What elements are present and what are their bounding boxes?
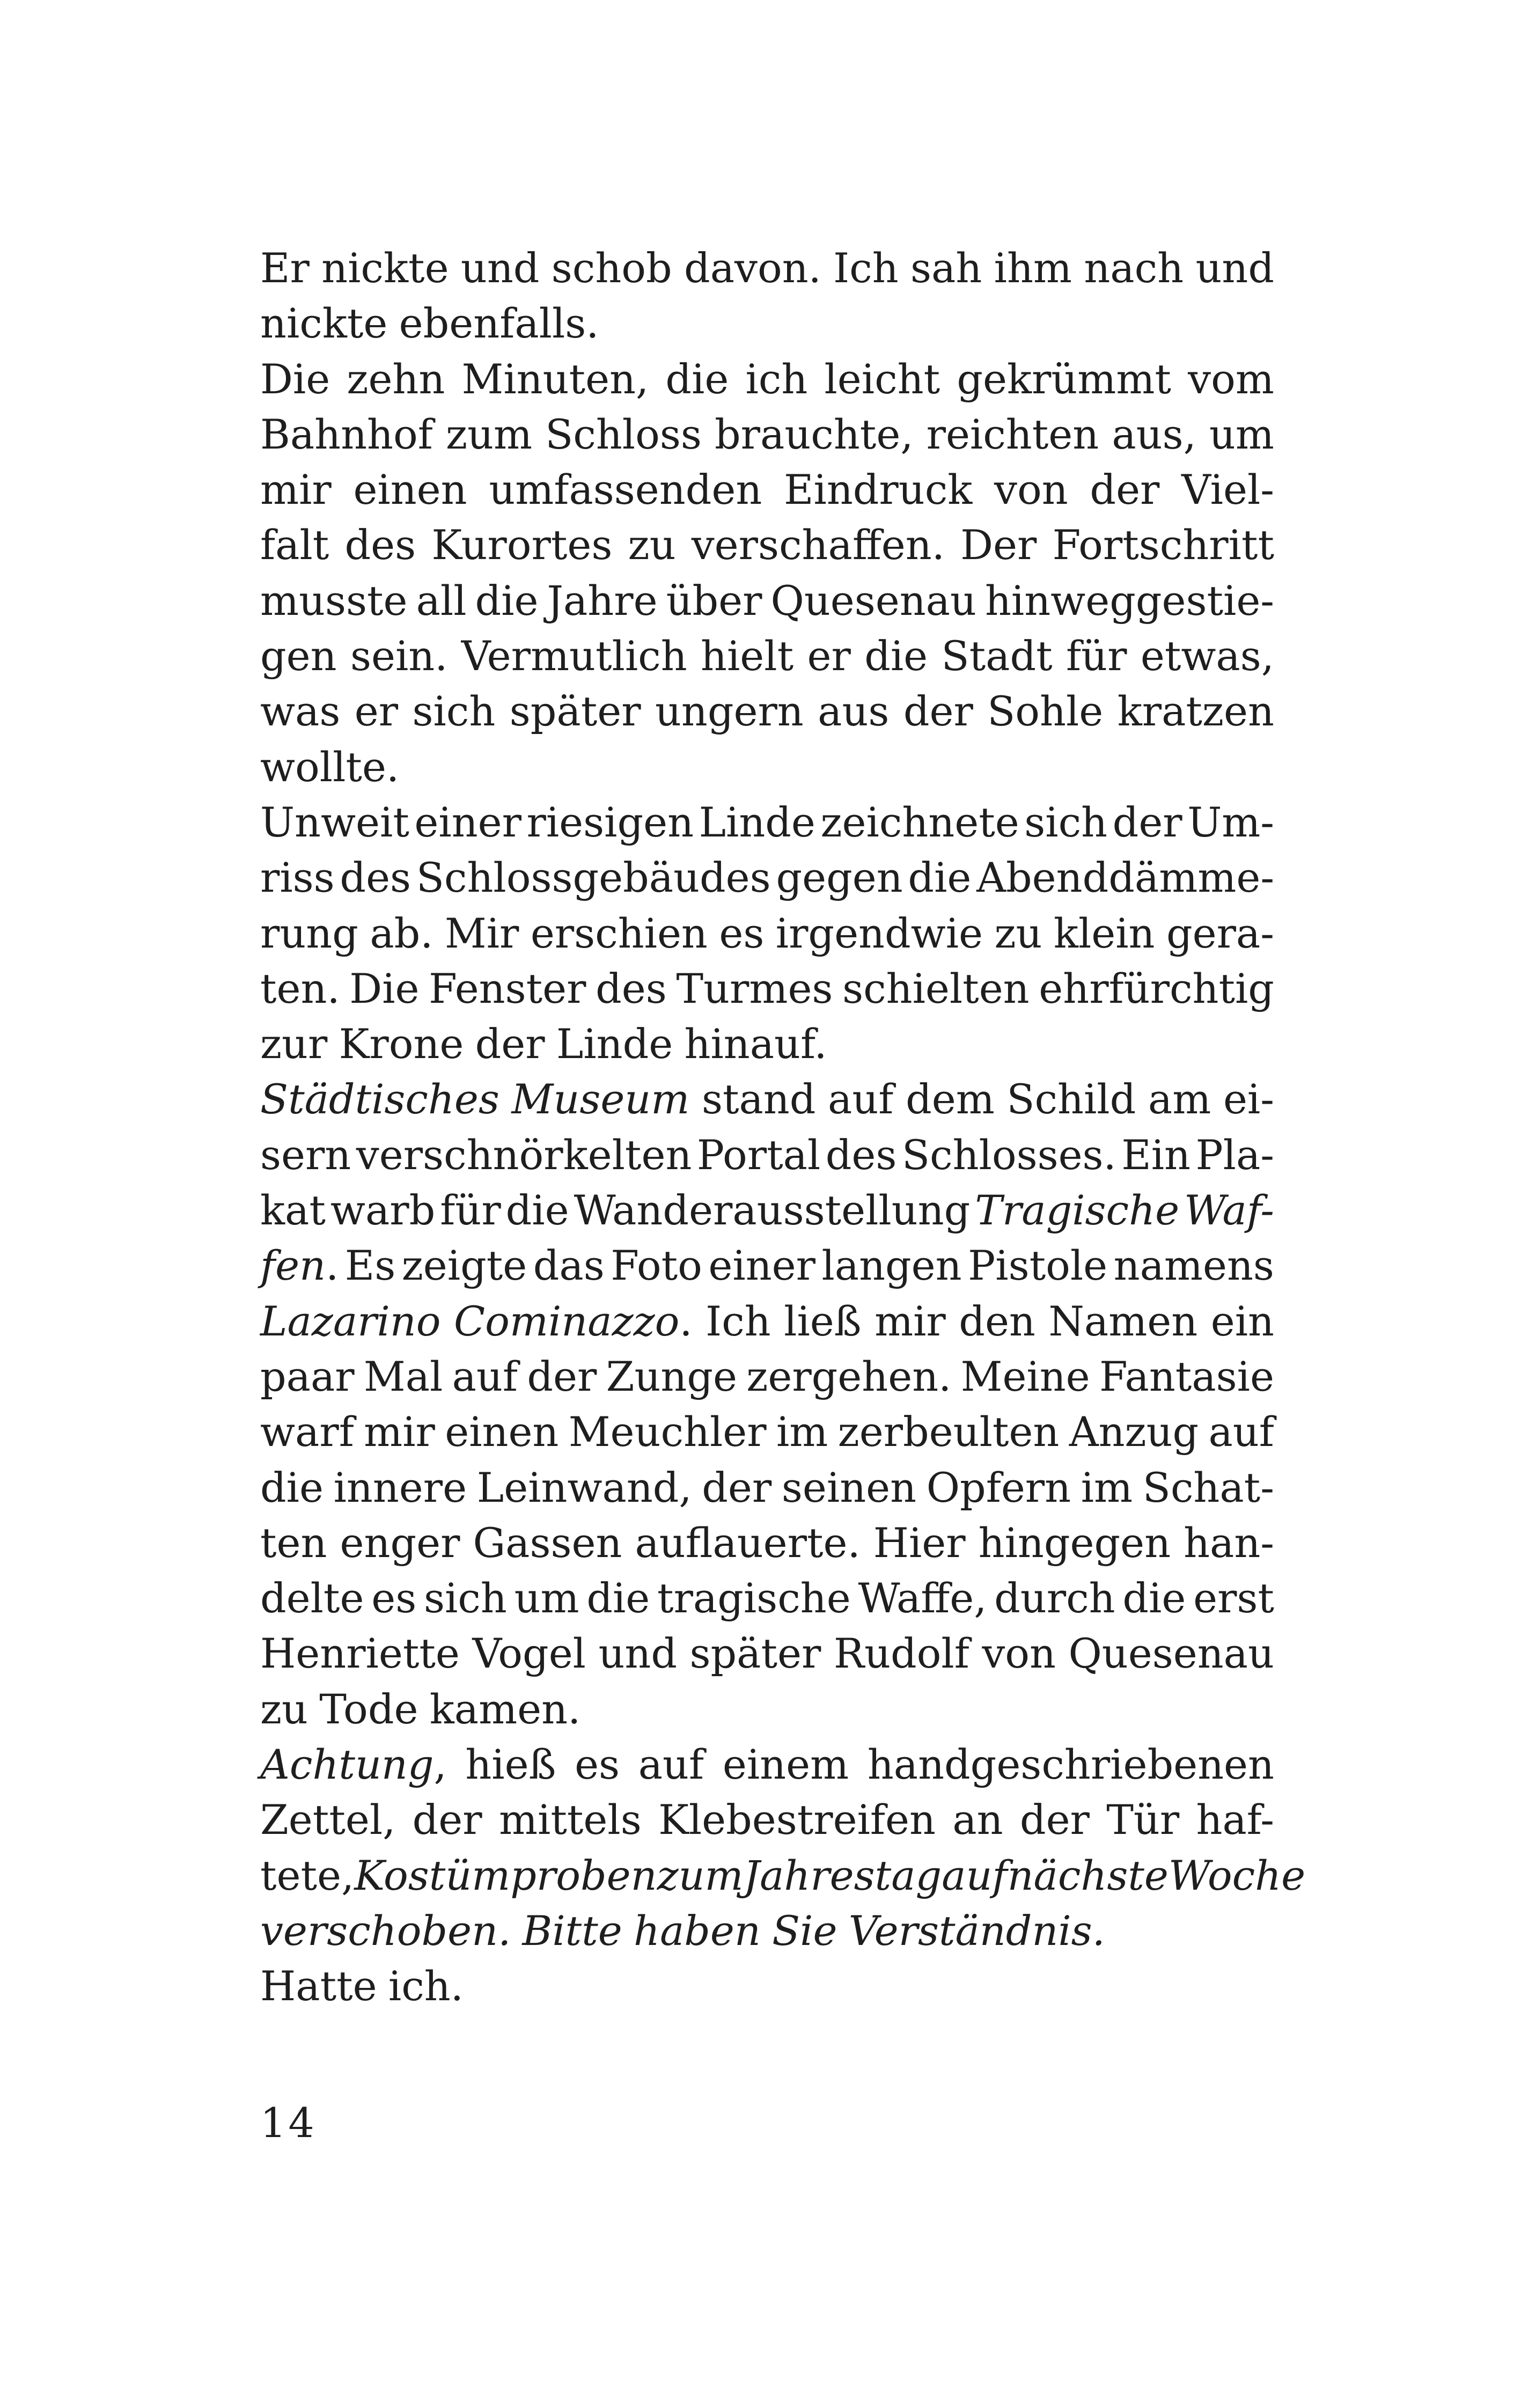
word: tete, [260,1851,355,1899]
word: kratzen [1117,687,1274,736]
word: die [586,1574,650,1623]
word: ich [745,355,808,403]
word: hielt [701,632,794,680]
word: enger [340,1518,460,1567]
word: durch [994,1574,1115,1623]
text-line [260,1737,1274,1792]
word: zu [260,1685,308,1733]
word: Schat- [1142,1463,1274,1511]
word: rung [260,909,358,957]
word: Klebestreifen [658,1796,936,1844]
word: Schlossgebäudes [416,854,771,902]
word: Tragische [975,1186,1180,1235]
word: schob [551,244,672,292]
word: einer [708,1242,815,1290]
word: hingegen [978,1518,1171,1567]
word: Unweit [260,798,409,846]
word: verschaffen. [691,521,945,569]
word: Er [260,244,310,292]
word: Linde [699,798,815,846]
word: des [344,521,416,569]
word: Jahre [547,576,658,625]
word: für [440,1186,501,1235]
word: falt [260,521,329,569]
word: Ich [833,244,899,292]
word: brauchte, [715,410,914,458]
word: irgendwie [775,909,983,957]
word: zu [628,521,676,569]
word: die [665,355,729,403]
text-line [260,1127,1274,1183]
word: die [260,1463,324,1511]
word: Krone [339,1020,464,1068]
word: Anzug [1069,1408,1199,1456]
word: ich. [388,1962,464,2010]
word: Zunge [606,1352,737,1400]
word: Tür [1106,1796,1180,1844]
word: Mal [363,1352,443,1400]
word: Meine [960,1352,1090,1400]
word: Namen [1048,1297,1198,1345]
word: Lazarino [260,1297,441,1345]
text-line [260,1294,1274,1349]
word: all [416,576,467,625]
word: der [702,1463,772,1511]
word: auf [942,1851,1008,1899]
word: Zettel, [260,1796,396,1844]
word: die [908,854,972,902]
text-line [260,1460,1274,1515]
word: des [340,854,412,902]
word: namens [1113,1242,1274,1290]
word: zu [994,909,1042,957]
word: Ich [706,1297,771,1345]
word: am [1148,1075,1211,1124]
word: Foto [611,1242,702,1290]
word: auf [452,1352,518,1400]
word: an [952,1796,1003,1844]
word: der [1112,798,1182,846]
word: auf [1208,1408,1274,1456]
word: Viel- [1181,466,1274,514]
word: dem [906,1075,995,1124]
word: Quesenau [770,576,976,625]
word: Es [344,1242,396,1290]
word: hieß [465,1741,556,1789]
word: nickte [260,299,388,348]
word: zur [260,1020,328,1068]
word: Leinwand, [476,1463,692,1511]
word: sich [423,1574,507,1623]
word: zeigte [401,1242,527,1290]
word: der [527,1352,597,1400]
word: im [1081,1463,1133,1511]
body-text [260,240,1306,2014]
word: Meuchler [568,1408,767,1456]
word: haben [634,1906,761,1955]
word: der [903,687,973,736]
text-line [260,906,1274,961]
word: zehn [347,355,445,403]
word: verschnörkelten [356,1130,692,1179]
word: Tode [319,1685,418,1733]
word: umfassenden [489,466,762,514]
word: Achtung, [260,1741,447,1789]
word: Portal [696,1130,821,1179]
word: es [719,909,765,957]
word: die [475,576,539,625]
word: die [505,1186,569,1235]
word: Rudolf [833,1629,969,1678]
text-line [260,573,1274,628]
word: über [666,576,762,625]
word: sich [412,687,496,736]
word: ebenfalls. [399,299,599,348]
word: einen [445,1408,559,1456]
word: und [460,244,540,292]
text-line [260,1626,1274,1681]
word: auf [828,1075,894,1124]
word: zergehen. [746,1352,952,1400]
word: Waf- [1184,1186,1274,1235]
word: seinen [781,1463,917,1511]
text-line [260,1570,1274,1626]
word: Abenddämme- [976,854,1274,902]
word: stand [701,1075,816,1124]
word: der [412,1796,482,1844]
word: Pla- [1195,1130,1274,1179]
word: davon. [684,244,821,292]
word: des [825,1130,897,1179]
word: Der [960,521,1037,569]
word: für [1066,632,1127,680]
text-line [260,240,1274,296]
word: Sie [772,1906,837,1955]
word: mir [364,1408,435,1456]
word: auflauerte. [635,1518,861,1567]
word: Schlosses. [901,1130,1116,1179]
word: handgeschriebenen [867,1741,1274,1789]
word: ei- [1223,1075,1274,1124]
text-line [260,628,1274,684]
word: Minuten, [461,355,649,403]
word: mittels [498,1796,642,1844]
word: zerbeulten [837,1408,1060,1456]
word: zum [657,1851,744,1899]
word: um [514,1574,579,1623]
word: Museum [511,1075,690,1124]
word: Städtisches [260,1075,499,1124]
text-line [260,1238,1274,1293]
word: Gassen [473,1518,622,1567]
word: innere [333,1463,467,1511]
word: er [807,632,851,680]
word: des [596,964,667,1012]
word: riesigen [526,798,694,846]
text-line [260,850,1274,905]
text-line [260,961,1274,1016]
word: langen [821,1242,962,1290]
word: musste [260,576,408,625]
word: Kurortes [431,521,613,569]
word: die [1122,1574,1186,1623]
word: Fortschritt [1052,521,1274,569]
word: ten. [260,964,340,1012]
word: ab. [370,909,433,957]
word: Sohle [987,687,1104,736]
page-number: 14 [260,2099,317,2147]
word: han- [1184,1518,1274,1567]
word: gen [260,632,337,680]
word: paar [260,1352,355,1400]
word: fen. [260,1242,339,1290]
word: Fenster [429,964,586,1012]
word: gegen [776,854,903,902]
word: um [1209,410,1274,458]
word: einen [353,466,467,514]
word: Mir [444,909,519,957]
word: zum [446,410,533,458]
word: etwas, [1140,632,1274,680]
word: vom [1188,355,1274,403]
text-line [260,739,1274,795]
word: warb [330,1186,436,1235]
word: sah [910,244,982,292]
word: ein [1210,1297,1274,1345]
word: nach [1084,244,1184,292]
word: zeichnete [820,798,1019,846]
word: von [982,1629,1056,1678]
word: nächste [1007,1851,1169,1899]
word: Wanderausstellung [574,1186,971,1235]
word: hinweggestie- [984,576,1274,625]
word: Um- [1187,798,1274,846]
word: ehrfürchtig [1039,964,1274,1012]
text-line [260,1958,1274,2014]
word: es [575,1741,620,1789]
word: Hier [873,1518,966,1567]
text-line [260,1903,1274,1958]
word: haf- [1196,1796,1274,1844]
word: Opfern [926,1463,1071,1511]
text-line [260,1016,1274,1071]
word: mir [875,1297,946,1345]
text-line [260,351,1274,407]
word: sich [1024,798,1108,846]
word: Hatte [260,1962,377,2010]
text-line [260,407,1274,462]
word: ten [260,1518,327,1567]
word: der [1019,1796,1090,1844]
word: tragische [657,1574,851,1623]
word: erschien [530,909,708,957]
word: Eindruck [784,466,973,514]
word: was [260,687,341,736]
word: und [598,1629,678,1678]
word: und [1195,244,1274,292]
word: sein. [350,632,448,680]
word: ungern [655,687,804,736]
word: warf [260,1408,354,1456]
word: Bahnhof [260,410,433,458]
word: das [533,1242,605,1290]
text-line [260,1183,1274,1238]
text-line [260,1792,1274,1847]
word: Vogel [472,1629,586,1678]
text-line [260,1848,1306,1903]
word: delte [260,1574,364,1623]
text-line [260,684,1274,739]
word: hinauf. [684,1020,827,1068]
word: Bitte [522,1906,622,1955]
word: einer [414,798,521,846]
word: Cominazzo. [454,1297,693,1345]
word: er [354,687,399,736]
word: mir [260,466,332,514]
word: aus, [1112,410,1196,458]
text-line [260,462,1274,517]
word: Waffe, [858,1574,987,1623]
word: von [994,466,1068,514]
word: es [371,1574,417,1623]
word: ihm [994,244,1072,292]
word: wollte. [260,743,400,791]
word: im [776,1408,828,1456]
word: Turmes [676,964,833,1012]
text-line [260,517,1274,572]
word: Die [260,355,330,403]
word: Pistole [968,1242,1108,1290]
word: auf [638,1741,704,1789]
word: Henriette [260,1629,460,1678]
word: Verständnis. [848,1906,1105,1955]
word: der [475,1020,545,1068]
word: schielten [842,964,1030,1012]
word: nickte [321,244,449,292]
word: kamen. [429,1685,581,1733]
word: Vermutlich [461,632,687,680]
word: die [864,632,928,680]
text-line [260,1682,1274,1737]
word: kat [260,1186,326,1235]
text-line [260,1349,1274,1404]
word: Stadt [941,632,1053,680]
word: Die [349,964,420,1012]
word: aus [818,687,890,736]
word: später [509,687,641,736]
word: gekrümmt [957,355,1171,403]
word: gera- [1166,909,1274,957]
word: verschoben. [260,1906,511,1955]
word: später [689,1629,821,1678]
word: einem [722,1741,849,1789]
word: Woche [1168,1851,1306,1899]
word: ließ [784,1297,862,1345]
text-line [260,296,1274,351]
word: reichten [926,410,1099,458]
text-line [260,1404,1274,1459]
word: der [1090,466,1160,514]
word: riss [260,854,335,902]
word: den [959,1297,1035,1345]
word: Schild [1006,1075,1136,1124]
word: Ein [1121,1130,1191,1179]
text-line [260,1071,1274,1127]
word: klein [1053,909,1155,957]
word: sern [260,1130,351,1179]
word: erst [1193,1574,1274,1623]
word: Quesenau [1068,1629,1274,1678]
word: Fantasie [1099,1352,1274,1400]
word: Kostümproben [354,1851,657,1899]
text-line [260,1515,1274,1570]
word: Linde [556,1020,673,1068]
word: Jahrestag [743,1851,942,1899]
word: Schloss [545,410,702,458]
text-line [260,795,1274,850]
word: leicht [824,355,940,403]
